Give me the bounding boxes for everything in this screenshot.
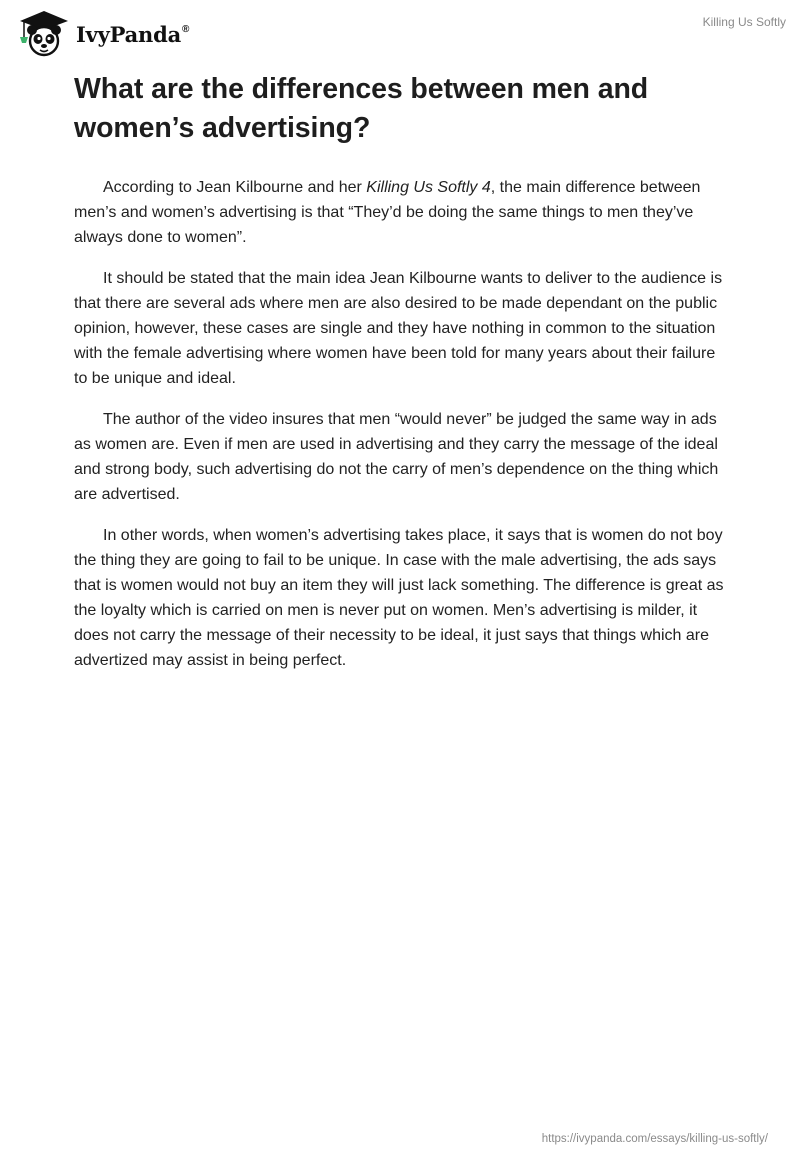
- registered-mark: ®: [182, 23, 190, 35]
- brand-logo[interactable]: [14, 8, 189, 58]
- paragraph-1: [74, 175, 724, 250]
- paragraph-1-rest: , the main difference between men’s and women’s advertising is that “They’d be doing the same things to men they’ve always done to women”.: [74, 179, 701, 246]
- panda-graduation-cap-icon: [14, 8, 74, 58]
- paragraph-1-intro: According to Jean Kilbourne and her: [103, 179, 367, 196]
- film-title: Killing Us Softly 4: [366, 179, 491, 196]
- brand-name: IvyPanda®: [76, 21, 190, 47]
- article-heading: What are the differences between men and women’s advertising?: [74, 73, 649, 144]
- paragraph-3: The author of the video insures that men “would never” be judged the same way in ads as women are. Even if men are used in advertising and they carry the message of the ideal and strong body, such advertising do not the carry of men’s dependence on the thing which are advertised.: [74, 411, 719, 503]
- paragraph-2: It should be stated that the main idea Jean Kilbourne wants to deliver to the audience is that there are several ads where men are also desired to be made dependant on the public opinion, however, these cases are single and they have nothing in common to the situation with the female advertising where women have been told for many years about their failure to be unique and ideal.: [74, 270, 723, 387]
- article-body: [74, 70, 724, 689]
- document-title: Killing Us Softly: [702, 15, 786, 29]
- page-header: [14, 8, 786, 58]
- paragraph-4: In other words, when women’s advertising takes place, it says that is women do not boy the thing they are going to fail to be unique. In case with the male advertising, the ads says that is women would not buy an item they will just lack something. The difference is great as the loyalty which is carried on men is never put on women. Men’s advertising is milder, it does not carry the message of their necessity to be ideal, it just says that things which are advertized may assist in being perfect.: [74, 527, 724, 669]
- source-url-link[interactable]: https://ivypanda.com/essays/killing-us-softly/: [541, 1133, 768, 1145]
